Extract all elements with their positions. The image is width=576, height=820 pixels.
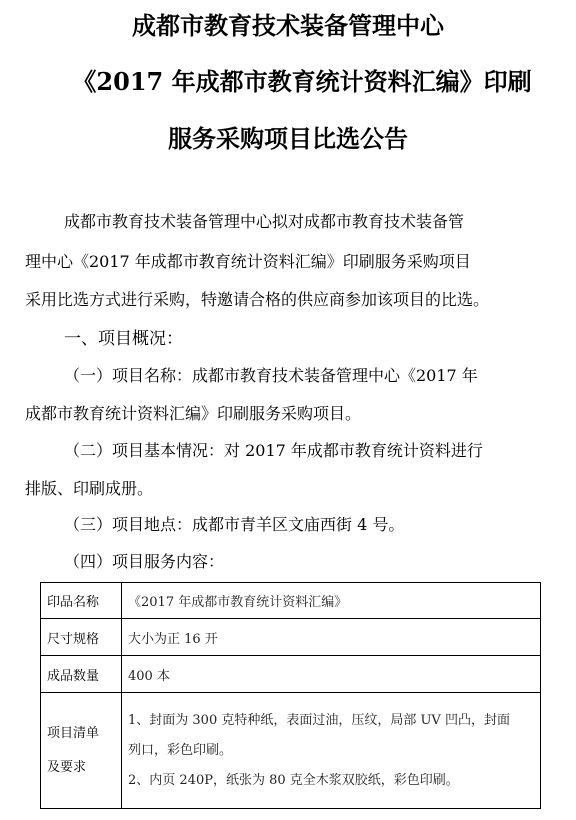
- title-line-1: 成都市教育技术装备管理中心: [132, 11, 444, 40]
- item-1-line-1: （一）项目名称：成都市教育技术装备管理中心《2017 年: [64, 366, 478, 385]
- table-label: 尺寸规格: [41, 619, 122, 656]
- table-label: 成品数量: [41, 656, 122, 693]
- table-row: [41, 619, 541, 656]
- table-row: [41, 583, 541, 619]
- table-row: [41, 693, 541, 809]
- table-row: [41, 656, 541, 693]
- service-content-table: [40, 582, 541, 809]
- item-2-line-2: 排版、印刷成册。: [25, 479, 154, 498]
- requirement-2: 2、内页 240P，纸张为 80 克全木浆双胶纸，彩色印刷。: [128, 772, 459, 788]
- item-2-line-1: （二）项目基本情况：对 2017 年成都市教育统计资料进行: [64, 441, 483, 460]
- requirement-1-line-2: 列口，彩色印刷。: [128, 742, 233, 758]
- intro-line-1: 成都市教育技术装备管理中心拟对成都市教育技术装备管: [64, 212, 465, 231]
- table-label: [41, 693, 122, 809]
- requirements-value: [122, 693, 541, 809]
- requirements-label-line-2: 及要求: [47, 759, 87, 775]
- requirements-label-line-1: 项目清单: [47, 725, 100, 741]
- title-line-2: 《2017 年成都市教育统计资料汇编》印刷: [72, 67, 532, 96]
- section-heading: 一、项目概况：: [64, 329, 183, 349]
- requirement-1-line-1: 1、封面为 300 克特种纸，表面过油，压纹，局部 UV 凹凸，封面: [128, 712, 510, 728]
- table-value: 400 本: [122, 656, 541, 693]
- table-label: 印品名称: [41, 583, 122, 619]
- title-line-3: 服务采购项目比选公告: [168, 124, 408, 153]
- item-4: （四）项目服务内容：: [64, 552, 225, 571]
- intro-line-2: 理中心《2017 年成都市教育统计资料汇编》印刷服务采购项目: [25, 252, 471, 271]
- table-value: 大小为正 16 开: [122, 619, 541, 656]
- intro-line-3: 采用比选方式进行采购，特邀请合格的供应商参加该项目的比选。: [25, 290, 490, 309]
- table-value: 《2017 年成都市教育统计资料汇编》: [122, 583, 541, 619]
- item-3: （三）项目地点：成都市青羊区文庙西街 4 号。: [64, 515, 405, 534]
- item-1-line-2: 成都市教育统计资料汇编》印刷服务采购项目。: [25, 404, 362, 423]
